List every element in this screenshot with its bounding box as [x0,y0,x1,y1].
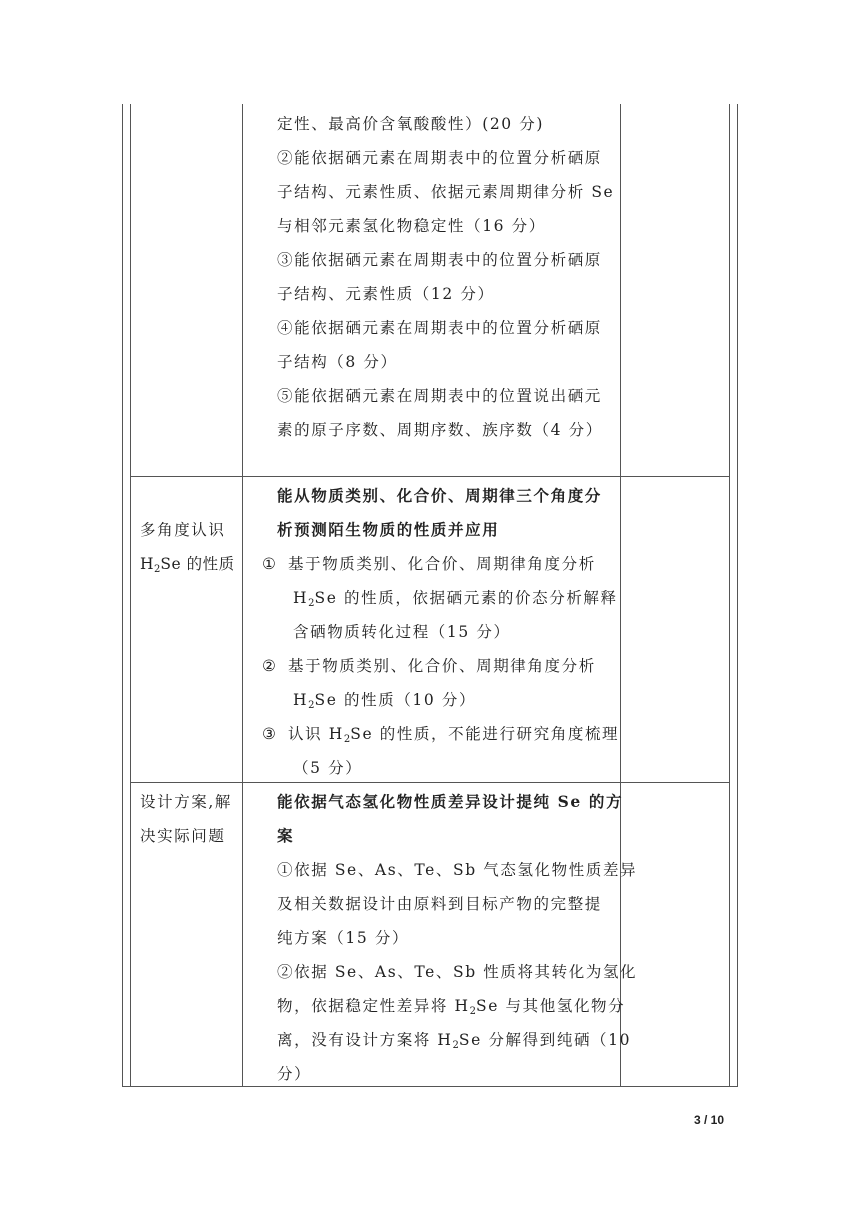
criteria-line: ④能依据硒元素在周期表中的位置分析硒原 [277,319,602,337]
criteria-line: $H_2Se$ 的性质，依据硒元素的价态分析解释 [293,589,618,609]
criteria-line: ①依据 Se、As、Te、Sb 气态氢化物性质差异 [277,861,638,879]
item-number: ① [262,555,278,573]
criteria-line: ②能依据硒元素在周期表中的位置分析硒原 [277,149,602,167]
criteria-line: 纯方案（15 分） [277,929,410,947]
criteria-line: 子结构、元素性质、依据元素周期律分析 Se [277,183,615,201]
table-border-left [122,104,123,1087]
criteria-line: 及相关数据设计由原料到目标产物的完整提 [277,895,602,913]
criteria-line: ③能依据硒元素在周期表中的位置分析硒原 [277,251,602,269]
criteria-line: 物，依据稳定性差异将 $H_2Se$ 与其他氢化物分 [277,997,626,1017]
criteria-line: 子结构（8 分） [277,353,398,371]
column-divider [242,104,243,1087]
row-divider [130,476,730,477]
criteria-line: （5 分） [293,759,363,777]
criteria-line: $H_2Se$ 的性质（10 分） [293,691,477,711]
item-number: ② [262,657,278,675]
criteria-heading: 析预测陌生物质的性质并应用 [277,520,500,539]
criteria-line: 素的原子序数、周期序数、族序数（4 分） [277,421,603,439]
page-number: 3 / 10 [694,1113,725,1127]
row-divider [130,782,730,783]
label-line: $H_2Se$ 的性质 [140,555,235,575]
item-number: ③ [262,725,278,743]
criteria-item: ② 基于物质类别、化合价、周期律角度分析 [262,657,596,675]
criteria-line: 分） [277,1065,312,1083]
criteria-line: 定性、最高价含氧酸酸性）(20 分) [277,115,545,133]
label-line: 多角度认识 [140,521,226,539]
table-border-right [737,104,738,1087]
table-border-bottom [122,1086,738,1087]
label-line: 决实际问题 [140,827,226,845]
criteria-line: ⑤能依据硒元素在周期表中的位置说出硒元 [277,387,602,405]
criteria-line: ②依据 Se、As、Te、Sb 性质将其转化为氢化 [277,963,638,981]
criteria-line: 子结构、元素性质（12 分） [277,285,495,303]
criteria-line: 含硒物质转化过程（15 分） [293,623,511,641]
label-line: 设计方案,解 [140,793,233,811]
criteria-item: ① 基于物质类别、化合价、周期律角度分析 [262,555,596,573]
criteria-line: 离，没有设计方案将 $H_2Se$ 分解得到纯硒（10 [277,1031,632,1051]
criteria-item: ③ 认识 $H_2Se$ 的性质，不能进行研究角度梳理 [262,725,620,745]
column-divider [620,104,621,1087]
assessment-table [122,104,738,1087]
criteria-heading: 能从物质类别、化合价、周期律三个角度分 [277,486,602,505]
criteria-heading: 案 [277,826,295,845]
criteria-heading: 能依据气态氢化物性质差异设计提纯 Se 的方 [277,792,624,811]
table-inner-border-left [130,104,131,1087]
criteria-line: 与相邻元素氢化物稳定性（16 分） [277,217,546,235]
table-inner-border-right [729,104,730,1087]
